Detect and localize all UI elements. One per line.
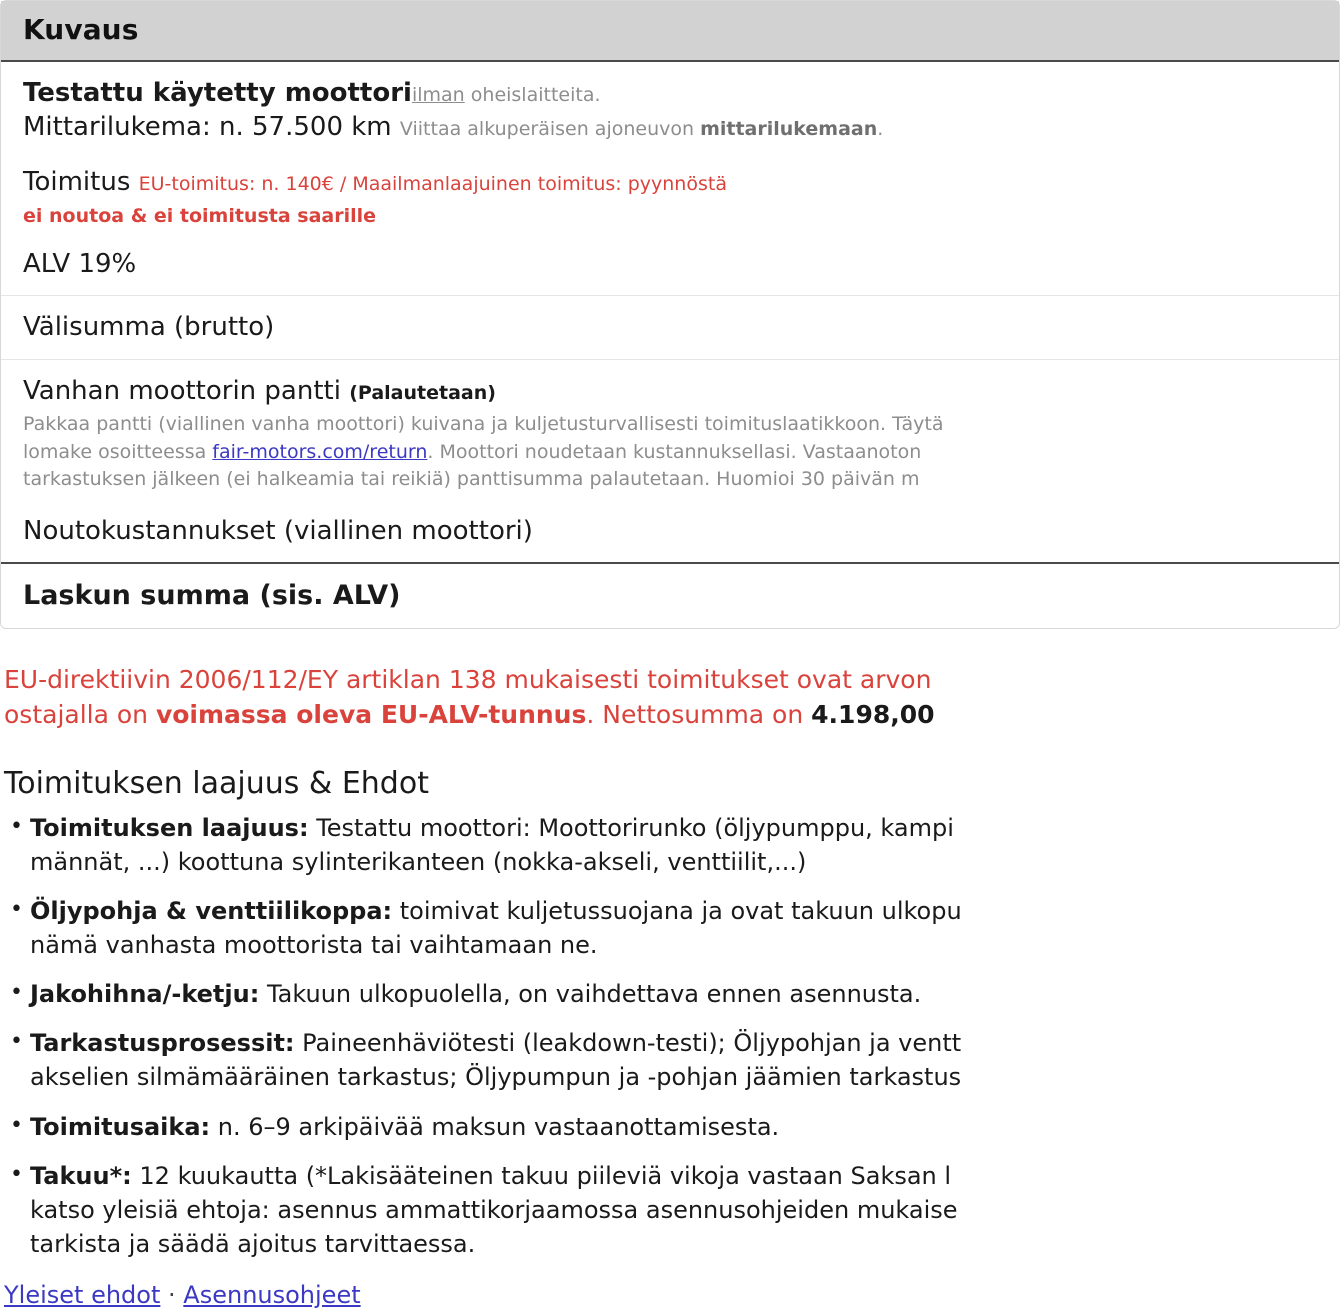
term-continuation: akselien silmämääräinen tarkastus; Öljypumpun ja -pohjan jäämien tarkastus xyxy=(30,1063,962,1092)
vat-notice-line2-mid: . Nettosumma on xyxy=(586,699,812,729)
spacer xyxy=(23,145,1317,165)
term-label: Toimituksen laajuus: xyxy=(30,814,309,843)
description-table xyxy=(0,0,1340,629)
list-item xyxy=(30,894,1340,962)
term-text: toimivat kuljetussuojana ja ovat takuun ulkopu xyxy=(392,897,962,926)
mileage-note-pre: Viittaa alkuperäisen ajoneuvon xyxy=(399,118,701,141)
term-text: Paineenhäviötesti (leakdown-testi); Öljypohjan ja ventt xyxy=(294,1029,962,1058)
mileage-label: Mittarilukema: n. 57.500 km xyxy=(23,112,392,143)
spacer xyxy=(23,494,1317,514)
term-label: Tarkastusprosessit: xyxy=(30,1029,295,1058)
mileage-note-post: . xyxy=(877,118,884,141)
shipping-warning: ei noutoa & ei toimitusta saarille xyxy=(23,204,377,227)
list-item xyxy=(30,1159,1340,1261)
page-title: Kuvaus xyxy=(23,13,139,46)
mileage-note-bold: mittarilukemaan xyxy=(700,118,878,141)
vat-label: ALV 19% xyxy=(23,248,137,279)
vat-notice-line1: EU-direktiivin 2006/112/EY artiklan 138 mukaisesti toimitukset ovat arvon xyxy=(4,665,932,695)
link-separator: · xyxy=(168,1280,176,1309)
vat-notice-line2-bold: voimassa oleva EU-ALV-tunnus xyxy=(155,699,587,729)
engine-title-note-rest: oheislaitteita. xyxy=(464,84,601,106)
list-item xyxy=(30,811,1340,879)
general-terms-link[interactable]: Yleiset ehdot xyxy=(4,1280,161,1309)
shipping-note: EU-toimitus: n. 140€ / Maailmanlaajuinen toimitus: pyynnöstä xyxy=(138,172,727,195)
engine-title-line xyxy=(23,76,1317,110)
term-label: Toimitusaika: xyxy=(30,1112,211,1141)
engine-title-note-underlined: ilman xyxy=(411,84,465,106)
installation-instructions-link[interactable]: Asennusohjeet xyxy=(183,1280,361,1309)
return-form-link[interactable]: fair-motors.com/return xyxy=(212,440,428,463)
terms-section-title: Toimituksen laajuus & Ehdot xyxy=(4,766,429,802)
vat-exemption-notice xyxy=(4,663,1340,732)
deposit-label: Vanhan moottorin pantti xyxy=(23,375,341,406)
subtotal-row xyxy=(1,295,1339,358)
engine-details-row xyxy=(1,62,1339,295)
deposit-row xyxy=(1,359,1339,563)
term-continuation-2: tarkista ja säädä ajoitus tarvittaessa. xyxy=(30,1229,476,1258)
list-item xyxy=(30,1110,1340,1144)
shipping-label: Toimitus xyxy=(23,166,131,197)
term-label: Jakohihna/-ketju: xyxy=(30,980,260,1009)
terms-list xyxy=(4,811,1340,1261)
description-table-header xyxy=(1,1,1339,62)
term-continuation: nämä vanhasta moottorista tai vaihtamaan ne. xyxy=(30,931,598,960)
pickup-cost-label: Noutokustannukset (viallinen moottori) xyxy=(23,516,533,547)
term-text: n. 6–9 arkipäivää maksun vastaanottamisesta. xyxy=(210,1112,780,1141)
vat-notice-line2-pre: ostajalla on xyxy=(4,699,156,729)
term-label: Takuu*: xyxy=(30,1161,132,1190)
deposit-title-line xyxy=(23,374,1317,408)
shipping-line xyxy=(23,165,1317,199)
deposit-note-line3: tarkastuksen jälkeen (ei halkeamia tai reikiä) panttisumma palautetaan. Huomioi 30 päivän m xyxy=(23,468,920,491)
mileage-line xyxy=(23,110,1317,144)
invoice-total-label: Laskun summa (sis. ALV) xyxy=(23,580,401,612)
term-text: 12 kuukautta (*Lakisääteinen takuu piileviä vikoja vastaan Saksan l xyxy=(131,1161,952,1190)
deposit-note-line1: Pakkaa pantti (viallinen vanha moottori) kuivana ja kuljetusturvallisesti toimituslaatikkoon. Täytä xyxy=(23,412,944,435)
term-continuation: männät, ...) koottuna sylinterikanteen (nokka-akseli, venttiilit,...) xyxy=(30,848,807,877)
term-continuation: katso yleisiä ehtoja: asennus ammattikorjaamossa asennusohjeiden mukaise xyxy=(30,1195,958,1224)
invoice-total-row xyxy=(1,562,1339,628)
list-item xyxy=(30,1026,1340,1094)
deposit-note-line2-pre: lomake osoitteessa xyxy=(23,440,213,463)
engine-title: Testattu käytetty moottori xyxy=(23,78,412,108)
term-text: Takuun ulkopuolella, on vaihdettava ennen asennusta. xyxy=(259,980,922,1009)
list-item xyxy=(30,977,1340,1011)
term-text: Testattu moottori: Moottorirunko (öljypumppu, kampi xyxy=(308,814,954,843)
footer-links xyxy=(4,1281,1340,1309)
vat-notice-net-amount: 4.198,00 xyxy=(811,699,935,729)
deposit-badge: (Palautetaan) xyxy=(349,381,496,404)
spacer xyxy=(23,227,1317,247)
deposit-note xyxy=(23,411,1317,494)
subtotal-label: Välisumma (brutto) xyxy=(23,312,275,343)
term-label: Öljypohja & venttiilikoppa: xyxy=(30,897,393,926)
deposit-note-line2-post: . Moottori noudetaan kustannuksellasi. Vastaanoton xyxy=(427,440,922,463)
